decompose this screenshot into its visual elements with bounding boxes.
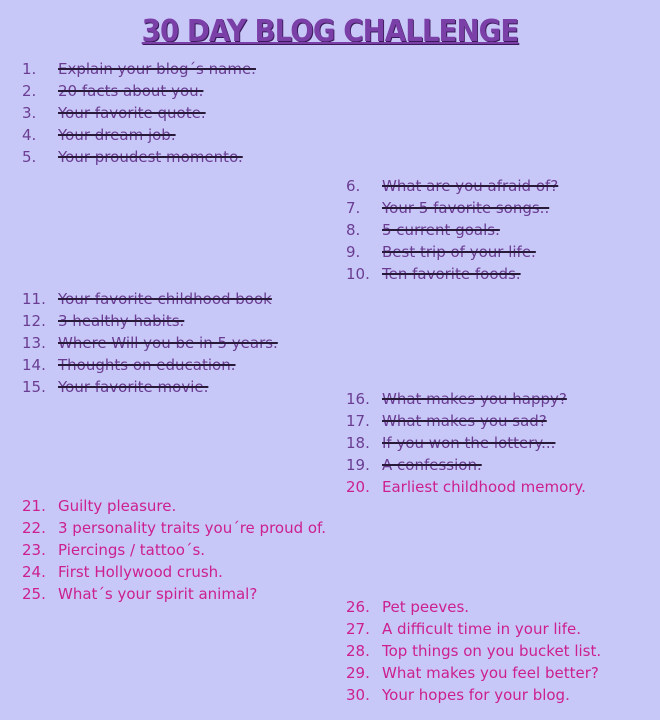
- item-text: Your 5 favorite songs..: [382, 199, 550, 217]
- item-number: 30.: [346, 686, 370, 704]
- list-item: [346, 432, 555, 454]
- item-number: 15.: [22, 378, 46, 396]
- item-text: What makes you feel better?: [382, 664, 599, 682]
- item-text: A confession.: [382, 456, 482, 474]
- list-item: [22, 310, 184, 332]
- item-text: What makes you happy?: [382, 390, 567, 408]
- item-number: 20.: [346, 478, 370, 496]
- list-item: [346, 684, 570, 706]
- list-item: [346, 219, 500, 241]
- list-item: [22, 146, 243, 168]
- list-item: [22, 288, 272, 310]
- item-number: 11.: [22, 290, 46, 308]
- item-text: Your hopes for your blog.: [382, 686, 570, 704]
- item-number: 26.: [346, 598, 370, 616]
- item-number: 19.: [346, 456, 370, 474]
- item-text: Your favorite quote.: [58, 104, 206, 122]
- list-item: [346, 175, 558, 197]
- item-text: 5 current goals.: [382, 221, 500, 239]
- item-number: 2.: [22, 82, 37, 100]
- list-item: [22, 80, 203, 102]
- list-item: [22, 561, 223, 583]
- item-number: 9.: [346, 243, 361, 261]
- list-item: [22, 583, 257, 605]
- item-number: 13.: [22, 334, 46, 352]
- list-item: [346, 640, 601, 662]
- item-number: 8.: [346, 221, 361, 239]
- list-item: [346, 454, 482, 476]
- item-text: Best trip of your life.: [382, 243, 536, 261]
- item-number: 18.: [346, 434, 370, 452]
- item-number: 7.: [346, 199, 361, 217]
- list-item: [346, 618, 581, 640]
- list-item: [346, 596, 469, 618]
- item-text: Top things on you bucket list.: [382, 642, 602, 660]
- list-item: [22, 517, 326, 539]
- list-item: [346, 410, 547, 432]
- item-text: 20 facts about you.: [58, 82, 204, 100]
- item-number: 3.: [22, 104, 37, 122]
- item-text: What are you afraid of?: [382, 177, 559, 195]
- item-text: Earliest childhood memory.: [382, 478, 586, 496]
- item-text: Where Will you be in 5 years.: [58, 334, 278, 352]
- item-text: Thoughts on education.: [58, 356, 236, 374]
- page-title: 30 DAY BLOG CHALLENGE: [141, 14, 519, 49]
- list-item: [346, 263, 521, 285]
- item-text: Piercings / tattoo´s.: [58, 541, 206, 559]
- item-text: 3 healthy habits.: [58, 312, 185, 330]
- item-text: Your dream job.: [58, 126, 176, 144]
- list-item: [22, 354, 236, 376]
- list-item: [22, 332, 278, 354]
- item-number: 28.: [346, 642, 370, 660]
- list-item: [346, 662, 599, 684]
- item-text: Guilty pleasure.: [58, 497, 177, 515]
- list-item: [346, 241, 536, 263]
- item-text: Your proudest momento.: [58, 148, 243, 166]
- list-item: [22, 376, 208, 398]
- item-number: 17.: [346, 412, 370, 430]
- list-item: [22, 58, 256, 80]
- item-number: 27.: [346, 620, 370, 638]
- item-number: 12.: [22, 312, 46, 330]
- item-number: 22.: [22, 519, 46, 537]
- list-item: [22, 124, 176, 146]
- list-item: [22, 102, 206, 124]
- list-item: [22, 495, 176, 517]
- item-number: 14.: [22, 356, 46, 374]
- item-text: What´s your spirit animal?: [58, 585, 258, 603]
- item-text: First Hollywood crush.: [58, 563, 223, 581]
- list-item: [346, 476, 586, 498]
- item-number: 6.: [346, 177, 361, 195]
- item-number: 29.: [346, 664, 370, 682]
- item-text: A difficult time in your life.: [382, 620, 581, 638]
- item-text: Pet peeves.: [382, 598, 470, 616]
- item-text: Your favorite movie.: [58, 378, 209, 396]
- item-number: 5.: [22, 148, 37, 166]
- item-number: 1.: [22, 60, 37, 78]
- list-item: [346, 388, 567, 410]
- item-text: Your favorite childhood book: [58, 290, 272, 308]
- item-number: 25.: [22, 585, 46, 603]
- item-number: 16.: [346, 390, 370, 408]
- item-text: Explain your blog´s name.: [58, 60, 256, 78]
- list-item: [346, 197, 549, 219]
- item-text: 3 personality traits you´re proud of.: [58, 519, 327, 537]
- item-number: 4.: [22, 126, 37, 144]
- item-number: 10.: [346, 265, 370, 283]
- list-item: [22, 539, 205, 561]
- item-number: 23.: [22, 541, 46, 559]
- item-number: 24.: [22, 563, 46, 581]
- item-number: 21.: [22, 497, 46, 515]
- item-text: What makes you sad?: [382, 412, 547, 430]
- item-text: If you won the lottery...: [382, 434, 556, 452]
- item-text: Ten favorite foods.: [382, 265, 521, 283]
